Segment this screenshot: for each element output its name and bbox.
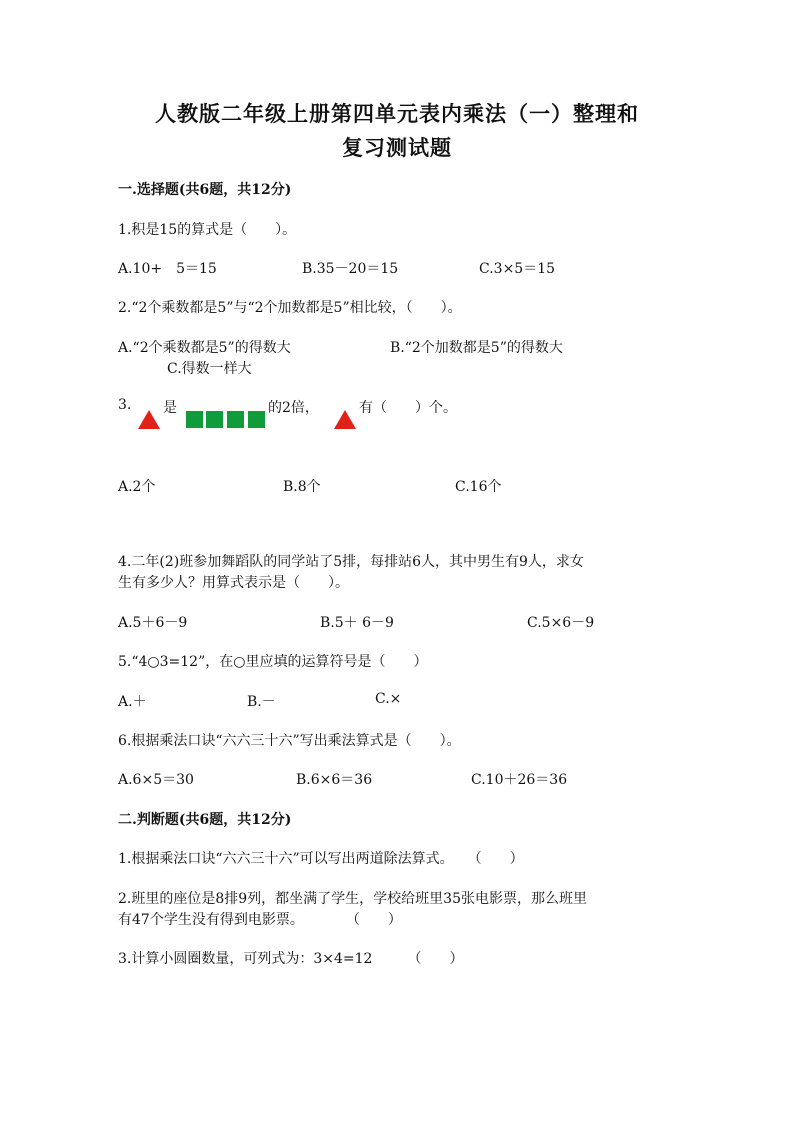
q1-option-b: B.35－20＝15: [302, 261, 399, 277]
q6-option-a: A.6×5＝30: [118, 772, 194, 788]
q6-text: 6.根据乘法口诀“六六三十六”写出乘法算式是（ ）。: [118, 733, 461, 749]
tf2-text-line1: 2.班里的座位是8排9列，都坐满了学生，学校给班里35张电影票，那么班里: [118, 891, 587, 907]
q2-option-c: C.得数一样大: [167, 361, 252, 377]
q4-text-line1: 4.二年(2)班参加舞蹈队的同学站了5排，每排站6人，其中男生有9人，求女: [118, 554, 584, 570]
q6-option-b: B.6×6＝36: [296, 772, 373, 788]
green-square-icon: [206, 411, 223, 428]
q4-text-line2: 生有多少人？用算式表示是（ ）。: [118, 575, 349, 591]
green-square-icon: [186, 411, 203, 428]
q3-has-text: 有（ ）个。: [359, 400, 457, 416]
q2-option-b: B.“2个加数都是5”的得数大: [390, 340, 563, 356]
green-square-icon: [248, 411, 265, 428]
q5-text: 5.“4○3=12”，在○里应填的运算符号是（ ）: [118, 654, 428, 670]
q1-text: 1.积是15的算式是（ ）。: [118, 222, 297, 238]
q1-option-c: C.3×5＝15: [479, 261, 556, 277]
q5-option-b: B.－: [247, 694, 276, 710]
q5-option-a: A.＋: [118, 694, 147, 710]
q5-option-c: C.×: [375, 691, 402, 707]
tf2-text-line2: 有47个学生没有得到电影票。 （ ）: [118, 912, 402, 928]
q3-is-text: 是: [163, 400, 177, 416]
tf1-text: 1.根据乘法口诀“六六三十六”可以写出两道除法算式。 （ ）: [118, 851, 524, 867]
q6-option-c: C.10＋26＝36: [471, 772, 568, 788]
tf3-text: 3.计算小圆圈数量，可列式为：3×4=12 （ ）: [118, 951, 464, 967]
q1-option-a: A.10+ 5＝15: [118, 261, 217, 277]
section2-heading: 二.判断题(共6题，共12分): [118, 812, 292, 828]
q3-option-a: A.2个: [118, 479, 156, 495]
q2-option-a: A.“2个乘数都是5”的得数大: [118, 340, 291, 356]
red-triangle-icon: [138, 410, 160, 429]
q4-option-c: C.5×6－9: [527, 615, 595, 631]
q3-option-c: C.16个: [455, 479, 502, 495]
red-triangle-icon: [334, 410, 356, 429]
green-square-icon: [227, 411, 244, 428]
doc-title-line1: 人教版二年级上册第四单元表内乘法（一）整理和: [155, 101, 639, 126]
q4-option-a: A.5＋6－9: [118, 615, 188, 631]
q3-option-b: B.8个: [283, 479, 321, 495]
doc-title-line2: 复习测试题: [342, 135, 452, 160]
q2-text: 2.“2个乘数都是5”与“2个加数都是5”相比较，（ ）。: [118, 300, 462, 316]
q3-number: 3.: [118, 397, 132, 413]
section1-heading: 一.选择题(共6题，共12分): [118, 182, 292, 198]
q3-times-text: 的2倍，: [268, 400, 319, 416]
q4-option-b: B.5＋ 6－9: [320, 615, 394, 631]
